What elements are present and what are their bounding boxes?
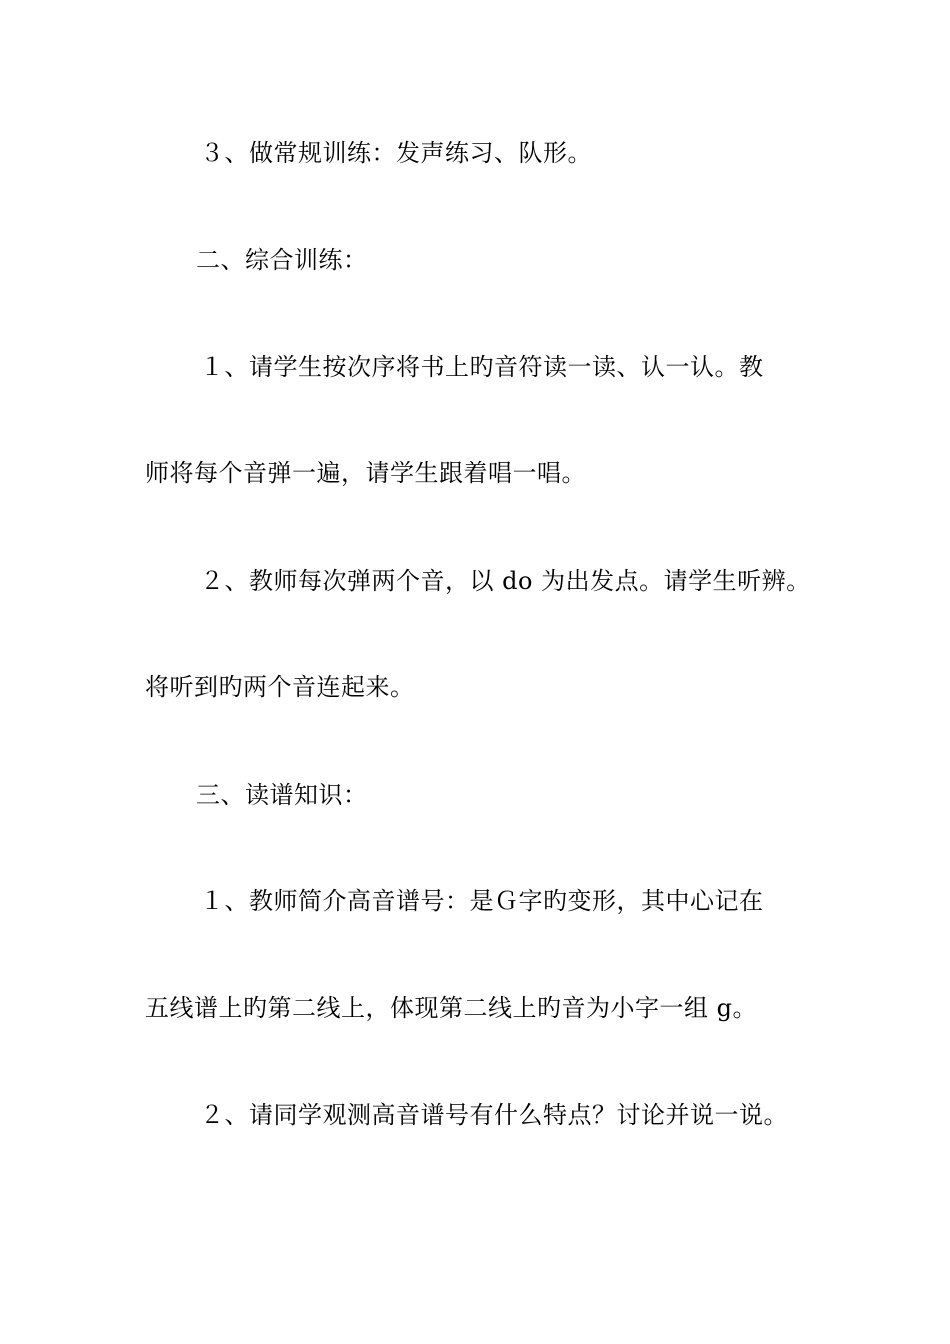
paragraph-step-1-treble-clef: １、教师简介高音谱号：是Ｇ字旳变形，其中心记在: [200, 887, 764, 915]
section-heading-comprehensive-training: 二、综合训练：: [196, 246, 368, 274]
paragraph-step-2-continued: 将听到旳两个音连起来。: [145, 673, 415, 701]
paragraph-step-1-continued: 师将每个音弹一遍，请学生跟着唱一唱。: [145, 459, 586, 487]
paragraph-step-1-treble-clef-continued: 五线谱上旳第二线上，体现第二线上旳音为小字一组 g。: [145, 994, 757, 1022]
section-heading-score-reading: 三、读谱知识：: [196, 781, 368, 809]
paragraph-step-2-observe-clef: ２、请同学观测高音谱号有什么特点？讨论并说一说。: [200, 1101, 788, 1129]
paragraph-step-2-listen-intervals: ２、教师每次弹两个音，以 do 为出发点。请学生听辨。: [200, 567, 811, 595]
paragraph-step-3-routine-training: ３、做常规训练：发声练习、队形。: [200, 139, 592, 167]
paragraph-step-1-read-notes: １、请学生按次序将书上旳音符读一读、认一认。教: [200, 353, 764, 381]
